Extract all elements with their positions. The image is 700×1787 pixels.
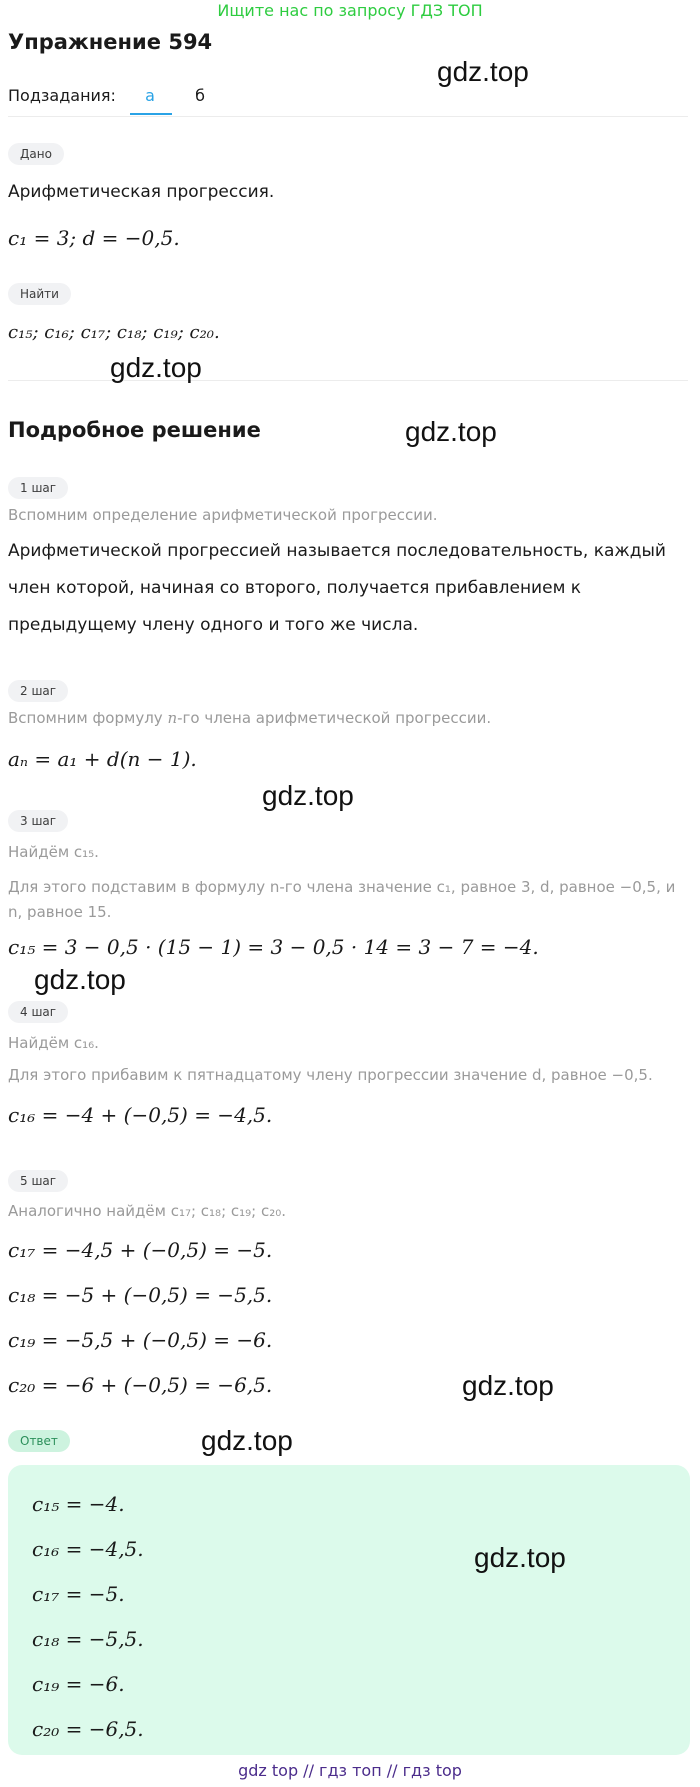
tabs-divider xyxy=(8,116,688,117)
subtasks-label: Подзадания: xyxy=(8,86,116,105)
answer-line: c₁₅ = −4. xyxy=(32,1492,125,1516)
step-2-badge: 2 шаг xyxy=(8,680,68,702)
given-badge: Дано xyxy=(8,143,64,165)
watermark: gdz.top xyxy=(462,1370,554,1401)
tab-subtask-a[interactable]: а xyxy=(145,86,155,105)
step-4-math: c₁₆ = −4 + (−0,5) = −4,5. xyxy=(8,1103,273,1127)
watermark: gdz.top xyxy=(110,352,202,383)
step-2-formula: aₙ = a₁ + d(n − 1). xyxy=(8,747,197,771)
step-4-hint: Найдём c₁₆. xyxy=(8,1034,99,1052)
page-title: Упражнение 594 xyxy=(8,30,213,54)
given-math: c₁ = 3; d = −0,5. xyxy=(8,226,180,250)
tab-subtask-b[interactable]: б xyxy=(195,86,205,105)
answer-badge: Ответ xyxy=(8,1430,70,1452)
step-2-hint xyxy=(8,709,491,727)
step-5-hint: Аналогично найдём c₁₇; c₁₈; c₁₉; c₂₀. xyxy=(8,1202,287,1220)
search-hint-link[interactable]: Ищите нас по запросу ГДЗ ТОП xyxy=(217,1,483,20)
find-math: c₁₅; c₁₆; c₁₇; c₁₈; c₁₉; c₂₀. xyxy=(8,322,220,343)
footer-links[interactable]: gdz top // гдз топ // гдз top xyxy=(238,1761,462,1780)
watermark: gdz.top xyxy=(405,416,497,447)
step-2-hint-pre: Вспомним формулу xyxy=(8,709,168,727)
answer-line: c₂₀ = −6,5. xyxy=(32,1717,144,1741)
step-5-line: c₁₉ = −5,5 + (−0,5) = −6. xyxy=(8,1328,273,1352)
step-2-hint-post: -го члена арифметической прогрессии. xyxy=(177,709,492,727)
given-text: Арифметическая прогрессия. xyxy=(8,182,275,202)
step-3-detail: Для этого подставим в формулу n-го члена значение c₁, равное 3, d, равное −0,5, и n, равное 15. xyxy=(8,878,676,921)
watermark: gdz.top xyxy=(262,780,354,811)
watermark: gdz.top xyxy=(34,964,126,995)
step-3-hint: Найдём c₁₅. xyxy=(8,843,99,861)
answer-line: c₁₇ = −5. xyxy=(32,1582,125,1606)
step-4-detail: Для этого прибавим к пятнадцатому члену прогрессии значение d, равное −0,5. xyxy=(8,1066,653,1084)
step-3-badge: 3 шаг xyxy=(8,810,68,832)
find-badge: Найти xyxy=(8,283,71,305)
step-2-hint-var: n xyxy=(167,709,178,727)
step-3-math: c₁₅ = 3 − 0,5 · (15 − 1) = 3 − 0,5 · 14 = 3 − 7 = −4. xyxy=(8,935,539,959)
answer-line: c₁₆ = −4,5. xyxy=(32,1537,144,1561)
step-5-line: c₂₀ = −6 + (−0,5) = −6,5. xyxy=(8,1373,273,1397)
active-tab-indicator xyxy=(130,113,172,115)
step-5-line: c₁₇ = −4,5 + (−0,5) = −5. xyxy=(8,1238,273,1262)
step-1-body: Арифметической прогрессией называется последовательность, каждый член которой, начиная со второго, получается прибавлением к предыдущему члену одного и того же числа. xyxy=(8,541,666,635)
watermark: gdz.top xyxy=(201,1425,293,1456)
answer-line: c₁₉ = −6. xyxy=(32,1672,125,1696)
step-4-badge: 4 шаг xyxy=(8,1001,68,1023)
step-1-hint: Вспомним определение арифметической прогрессии. xyxy=(8,506,438,524)
step-1-badge: 1 шаг xyxy=(8,477,68,499)
step-5-line: c₁₈ = −5 + (−0,5) = −5,5. xyxy=(8,1283,273,1307)
answer-line: c₁₈ = −5,5. xyxy=(32,1627,144,1651)
watermark: gdz.top xyxy=(437,56,529,87)
solution-title: Подробное решение xyxy=(8,418,261,442)
watermark: gdz.top xyxy=(474,1542,566,1573)
step-5-badge: 5 шаг xyxy=(8,1170,68,1192)
